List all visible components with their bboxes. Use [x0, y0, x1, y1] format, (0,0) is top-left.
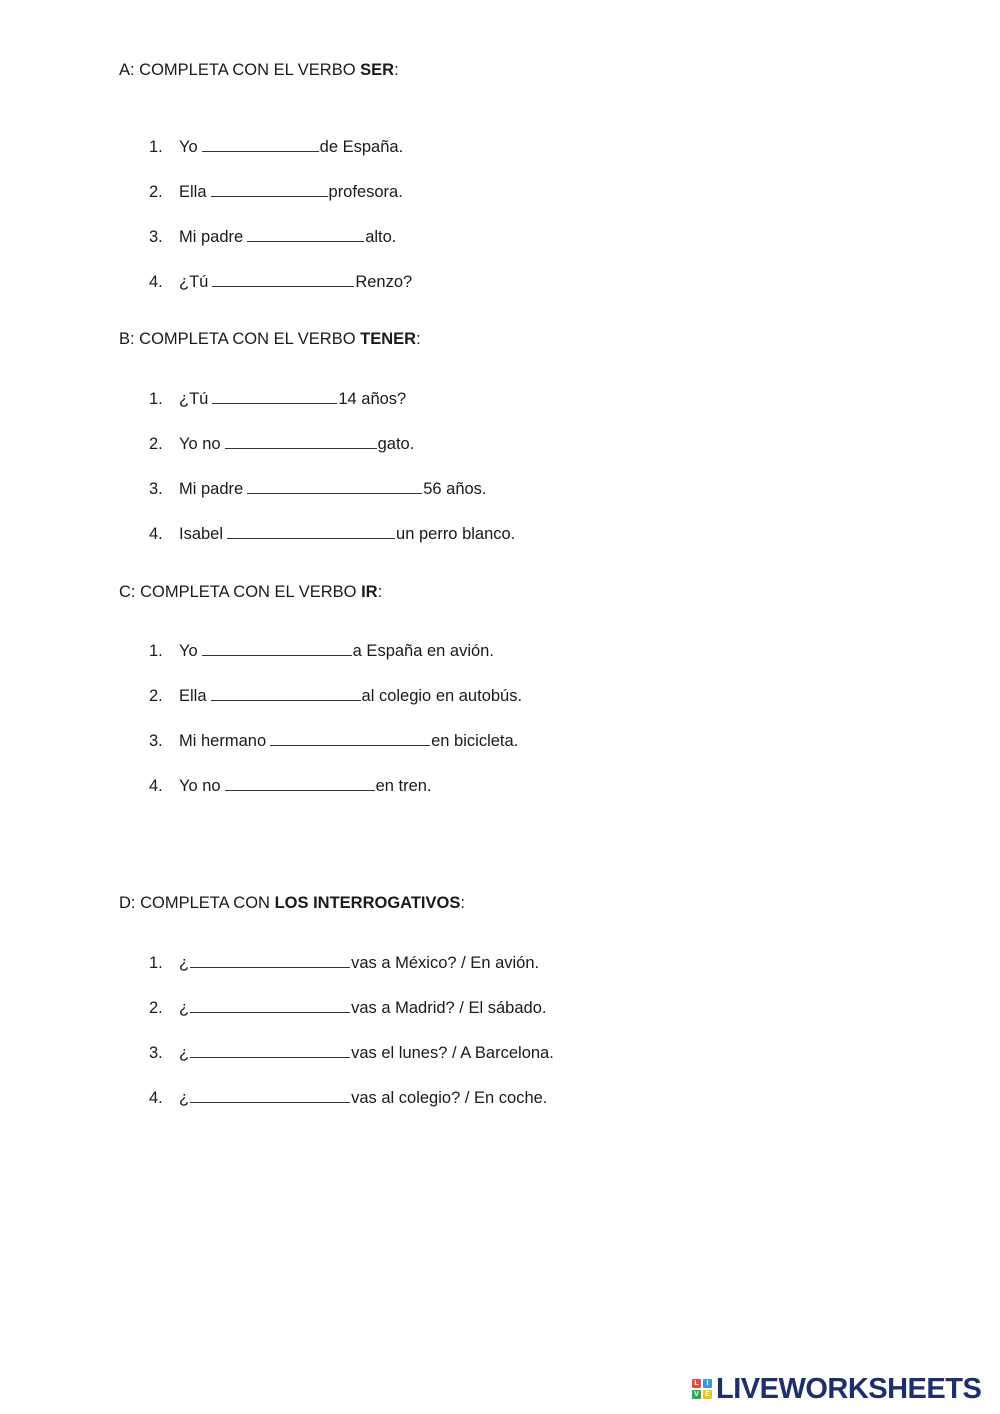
answer-blank[interactable]: [247, 227, 364, 242]
section-d-item-2: 2. ¿ vas a Madrid? / El sábado.: [149, 999, 547, 1017]
answer-blank[interactable]: [211, 182, 328, 197]
answer-blank[interactable]: [212, 389, 337, 404]
answer-blank[interactable]: [227, 524, 395, 539]
answer-blank[interactable]: [190, 998, 350, 1013]
answer-blank[interactable]: [270, 731, 430, 746]
answer-blank[interactable]: [190, 1043, 350, 1058]
section-c-heading: C: COMPLETA CON EL VERBO IR:: [119, 583, 383, 601]
section-a-item-4: 4. ¿Tú Renzo?: [149, 273, 413, 291]
answer-blank[interactable]: [212, 272, 354, 287]
section-b-item-2: 2. Yo no gato.: [149, 435, 415, 453]
answer-blank[interactable]: [190, 953, 350, 968]
section-d-item-4: 4. ¿ vas al colegio? / En coche.: [149, 1089, 548, 1107]
section-a-item-3: 3. Mi padre alto.: [149, 228, 397, 246]
section-a-heading: A: COMPLETA CON EL VERBO SER:: [119, 61, 399, 79]
section-a-item-2: 2. Ella profesora.: [149, 183, 403, 201]
answer-blank[interactable]: [211, 686, 361, 701]
answer-blank[interactable]: [225, 434, 377, 449]
answer-blank[interactable]: [225, 776, 375, 791]
section-b-item-1: 1. ¿Tú 14 años?: [149, 390, 407, 408]
logo-mark-cell: I: [703, 1379, 712, 1388]
section-b-item-3: 3. Mi padre 56 años.: [149, 480, 487, 498]
section-c-item-2: 2. Ella al colegio en autobús.: [149, 687, 523, 705]
section-b-heading: B: COMPLETA CON EL VERBO TENER:: [119, 330, 421, 348]
section-d-item-1: 1. ¿ vas a México? / En avión.: [149, 954, 540, 972]
section-c-item-1: 1. Yo a España en avión.: [149, 642, 494, 660]
logo-mark-cell: V: [692, 1390, 701, 1399]
section-a-item-1: 1. Yo de España.: [149, 138, 404, 156]
logo-mark-icon: [692, 1379, 712, 1399]
section-b-item-4: 4. Isabel un perro blanco.: [149, 525, 516, 543]
section-c-item-4: 4. Yo no en tren.: [149, 777, 432, 795]
answer-blank[interactable]: [247, 479, 422, 494]
section-d-heading: D: COMPLETA CON LOS INTERROGATIVOS:: [119, 894, 465, 912]
logo-mark-cell: E: [703, 1390, 712, 1399]
logo-mark-cell: L: [692, 1379, 701, 1388]
logo-text: LIVEWORKSHEETS: [716, 1372, 982, 1405]
answer-blank[interactable]: [190, 1088, 350, 1103]
section-c-item-3: 3. Mi hermano en bicicleta.: [149, 732, 519, 750]
section-d-item-3: 3. ¿ vas el lunes? / A Barcelona.: [149, 1044, 554, 1062]
answer-blank[interactable]: [202, 641, 352, 656]
answer-blank[interactable]: [202, 137, 319, 152]
liveworksheets-logo: [692, 1374, 981, 1404]
